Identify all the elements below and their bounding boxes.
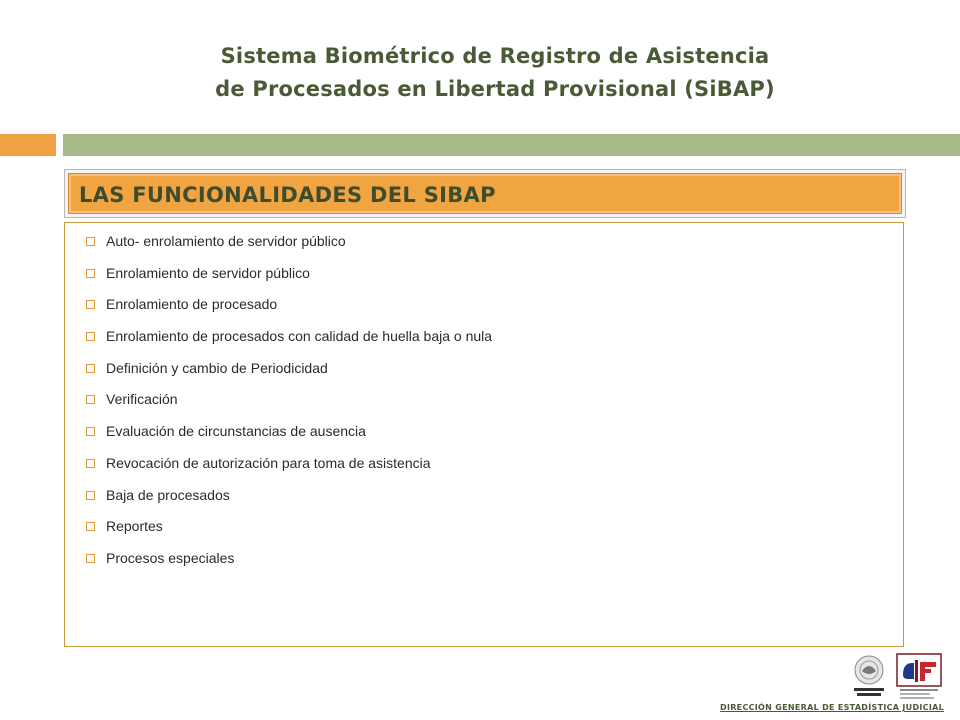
- square-bullet-icon: [86, 522, 95, 531]
- list-item-label: Reportes: [106, 518, 163, 535]
- square-bullet-icon: [86, 269, 95, 278]
- accent-bar-green: [63, 134, 960, 156]
- square-bullet-icon: [86, 459, 95, 468]
- cjf-logo: [896, 653, 942, 701]
- accent-bar-orange: [0, 134, 56, 156]
- list-item: [86, 360, 492, 392]
- section-banner: [68, 173, 902, 214]
- square-bullet-icon: [86, 332, 95, 341]
- square-bullet-icon: [86, 364, 95, 373]
- slide-title: [0, 40, 960, 106]
- list-item-label: Procesos especiales: [106, 549, 235, 566]
- list-item: [86, 518, 492, 550]
- list-item: [86, 328, 492, 360]
- section-banner-frame: [64, 169, 906, 218]
- list-item: [86, 455, 492, 487]
- list-item-label: Definición y cambio de Periodicidad: [106, 359, 328, 376]
- list-item-label: Revocación de autorización para toma de asistencia: [106, 454, 431, 471]
- list-item-label: Enrolamiento de servidor público: [106, 264, 310, 281]
- list-item-label: Evaluación de circunstancias de ausencia: [106, 423, 366, 440]
- list-item: [86, 296, 492, 328]
- list-item-label: Auto- enrolamiento de servidor público: [106, 233, 346, 249]
- list-item-label: Enrolamiento de procesado: [106, 296, 278, 313]
- square-bullet-icon: [86, 427, 95, 436]
- list-item-label: Enrolamiento de procesados con calidad de huella baja o nula: [106, 328, 493, 345]
- list-item: [86, 265, 492, 297]
- square-bullet-icon: [86, 491, 95, 500]
- square-bullet-icon: [86, 300, 95, 309]
- functionality-list: [86, 233, 492, 582]
- list-item: [86, 423, 492, 455]
- list-item-label: Baja de procesados: [106, 486, 230, 503]
- title-line-1: Sistema Biométrico de Registro de Asistencia: [220, 44, 770, 68]
- square-bullet-icon: [86, 554, 95, 563]
- square-bullet-icon: [86, 395, 95, 404]
- federal-judiciary-seal-logo: [848, 653, 890, 701]
- list-item: [86, 391, 492, 423]
- list-item: [86, 550, 492, 582]
- list-item: [86, 233, 492, 265]
- list-item-label: Verificación: [106, 391, 178, 408]
- list-item: [86, 487, 492, 519]
- section-heading: LAS FUNCIONALIDADES DEL SIBAP: [79, 183, 496, 207]
- square-bullet-icon: [86, 237, 95, 246]
- footer-department: DIRECCIÓN GENERAL DE ESTADÍSTICA JUDICIAL: [720, 703, 944, 712]
- title-line-2: de Procesados en Libertad Provisional (SiBAP): [215, 77, 775, 101]
